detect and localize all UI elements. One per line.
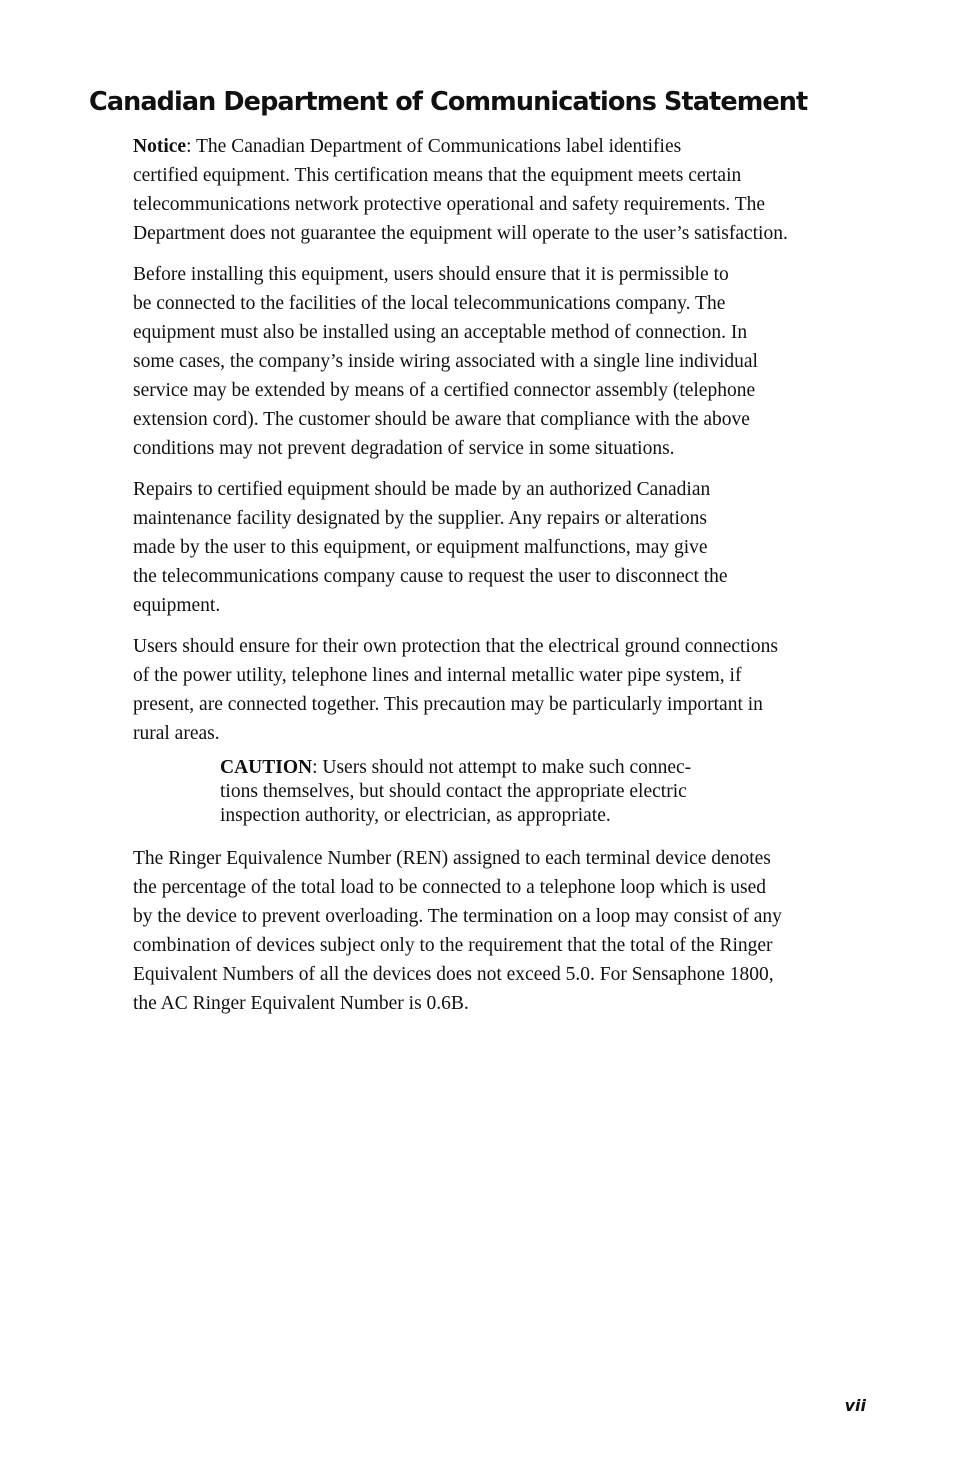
caution-line <box>220 756 873 780</box>
statement-body <box>133 132 873 1030</box>
repairs-line: made by the user to this equipment, or equipment malfunctions, may give <box>133 537 708 558</box>
repairs-line: Repairs to certified equipment should be made by an authorized Canadian <box>133 479 711 500</box>
caution-line-text: : Users should not attempt to make such connec- <box>312 757 692 778</box>
caution-note <box>220 756 873 828</box>
ren-paragraph <box>133 844 873 1018</box>
notice-line: Department does not guarantee the equipment will operate to the user’s satisfaction. <box>133 223 788 244</box>
page-number: vii <box>844 1396 866 1415</box>
installation-line: equipment must also be installed using an acceptable method of connection. In <box>133 322 748 343</box>
grounding-paragraph <box>133 632 873 748</box>
page-title: Canadian Department of Communications Statement <box>89 87 808 117</box>
repairs-paragraph <box>133 475 873 620</box>
grounding-line: present, are connected together. This precaution may be particularly important in <box>133 694 763 715</box>
installation-line: Before installing this equipment, users should ensure that it is permissible to <box>133 264 729 285</box>
installation-line: service may be extended by means of a certified connector assembly (telephone <box>133 380 756 401</box>
repairs-line: equipment. <box>133 595 221 616</box>
ren-line: the percentage of the total load to be connected to a telephone loop which is used <box>133 877 766 898</box>
repairs-line: the telecommunications company cause to request the user to disconnect the <box>133 566 728 587</box>
grounding-line: Users should ensure for their own protection that the electrical ground connections <box>133 636 778 657</box>
notice-line <box>133 132 873 161</box>
ren-line: combination of devices subject only to the requirement that the total of the Ringer <box>133 935 773 956</box>
notice-label: Notice <box>133 136 187 157</box>
notice-line-text: : The Canadian Department of Communications label identifies <box>186 136 682 157</box>
installation-line: be connected to the facilities of the local telecommunications company. The <box>133 293 726 314</box>
notice-line: certified equipment. This certification means that the equipment meets certain <box>133 165 742 186</box>
installation-paragraph <box>133 260 873 463</box>
notice-line: telecommunications network protective operational and safety requirements. The <box>133 194 766 215</box>
caution-line: tions themselves, but should contact the appropriate electric <box>220 781 687 802</box>
notice-paragraph <box>133 132 873 248</box>
caution-line: inspection authority, or electrician, as appropriate. <box>220 805 611 826</box>
grounding-line: of the power utility, telephone lines and internal metallic water pipe system, if <box>133 665 742 686</box>
ren-line: the AC Ringer Equivalent Number is 0.6B. <box>133 993 469 1014</box>
ren-line: Equivalent Numbers of all the devices does not exceed 5.0. For Sensaphone 1800, <box>133 964 774 985</box>
ren-line: The Ringer Equivalence Number (REN) assigned to each terminal device denotes <box>133 848 771 869</box>
installation-line: conditions may not prevent degradation of service in some situations. <box>133 438 675 459</box>
installation-line: extension cord). The customer should be aware that compliance with the above <box>133 409 750 430</box>
installation-line: some cases, the company’s inside wiring associated with a single line individual <box>133 351 758 372</box>
repairs-line: maintenance facility designated by the supplier. Any repairs or alterations <box>133 508 707 529</box>
ren-line: by the device to prevent overloading. The termination on a loop may consist of any <box>133 906 782 927</box>
caution-label: CAUTION <box>220 757 313 778</box>
grounding-line: rural areas. <box>133 723 220 744</box>
